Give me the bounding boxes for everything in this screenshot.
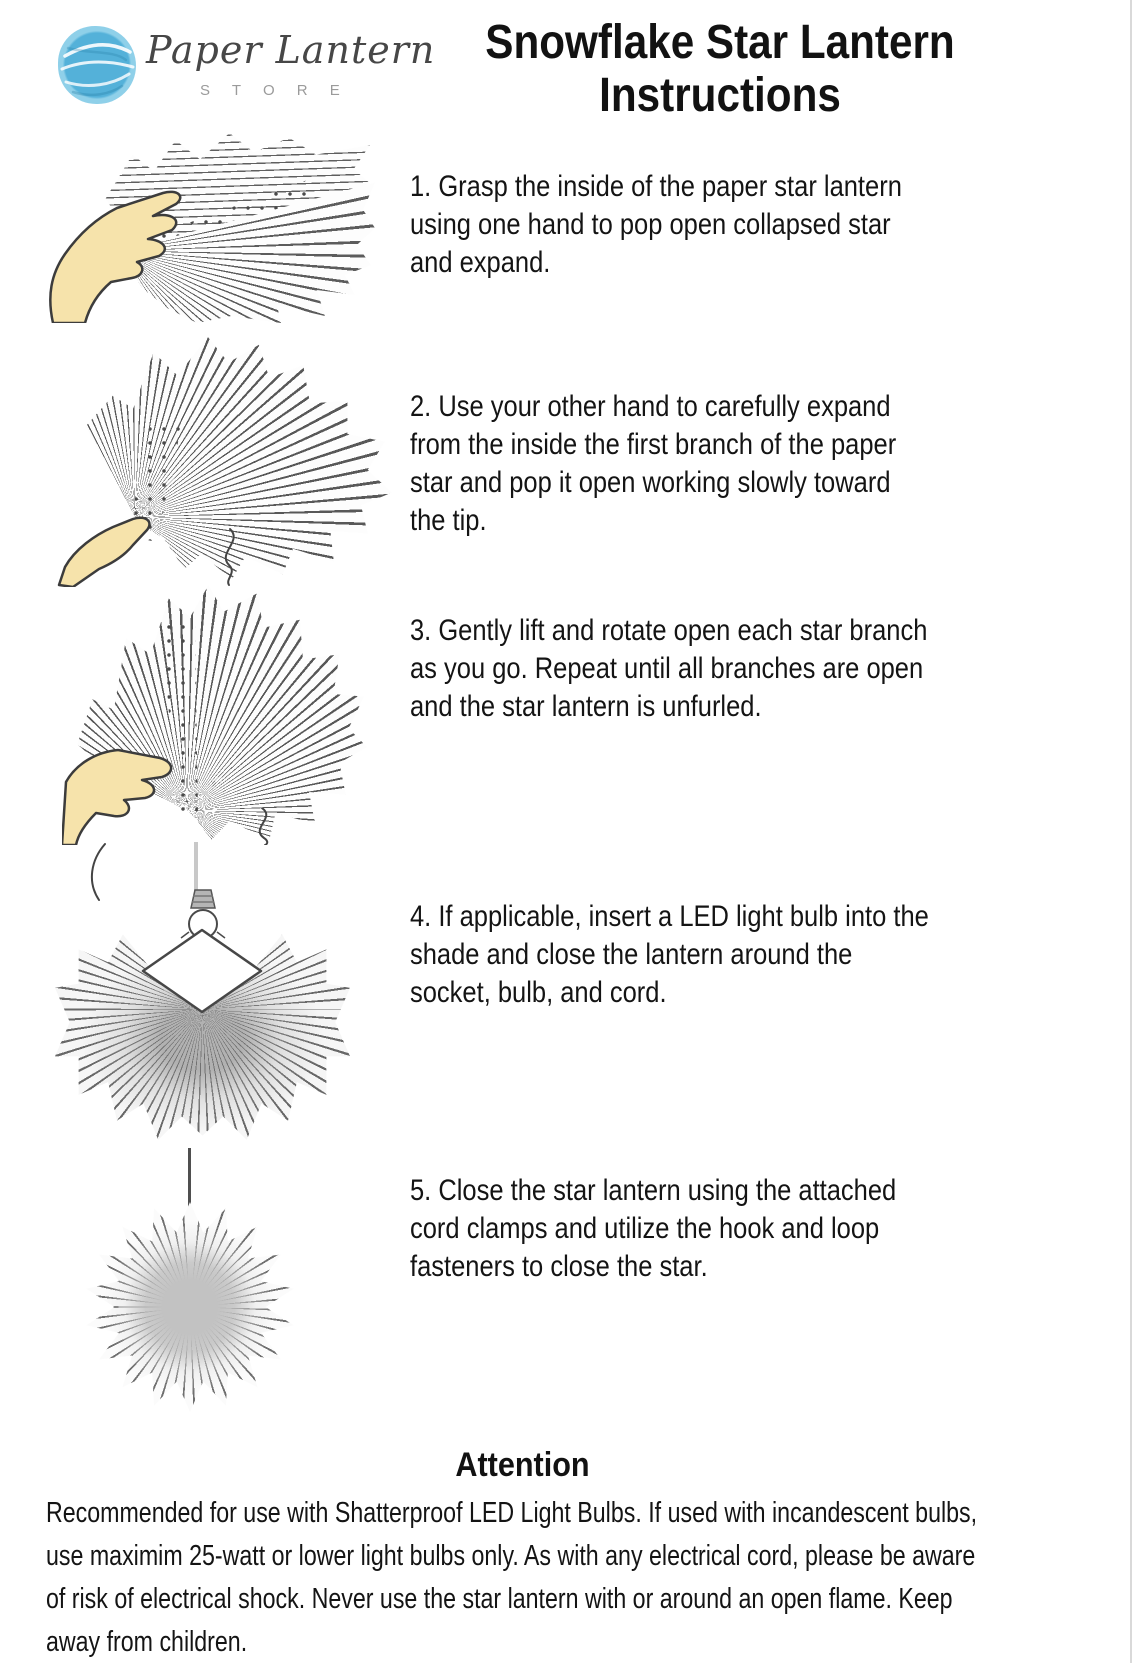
step-4-text [410,898,929,1012]
hand-icon [45,146,195,323]
page-title [438,16,1001,122]
brand-name: Paper Lantern [146,28,436,72]
step-text-line: 2. Use your other hand to carefully expand [410,390,891,423]
attention-line: of risk of electrical shock. Never use the star lantern with or around an open flame. Keep [46,1583,953,1615]
hand-icon [55,497,175,587]
illustration-step-5 [60,1104,355,1404]
step-text-line: 1. Grasp the inside of the paper star lantern [410,170,902,203]
attention-body [46,1492,977,1664]
attention-line: Recommended for use with Shatterproof LED Light Bulbs. If used with incandescent bulbs, [46,1497,978,1529]
closed-star-lantern [85,1202,295,1412]
step-text-line: 4. If applicable, insert a LED light bulb into the [410,900,929,933]
step-text-line: using one hand to pop open collapsed star [410,208,891,241]
title-line-2: Instructions [599,69,841,122]
step-1-text [410,168,902,282]
lantern-swirl-icon [58,26,136,104]
brand-subtitle: S T O R E [200,82,349,99]
illustration-step-2 [55,332,395,587]
step-text-line: 3. Gently lift and rotate open each star branch [410,614,928,647]
illustration-step-4 [55,842,350,1142]
step-text-line: the tip. [410,504,487,537]
attention-line: away from children. [46,1626,248,1658]
cord-icon [205,527,255,587]
hanging-cord [194,842,198,892]
step-text-line: and expand. [410,246,551,279]
step-3-text [410,612,927,726]
step-text-line: shade and close the lantern around the [410,938,853,971]
step-text-line: from the inside the first branch of the paper [410,428,897,461]
illustration-step-1 [45,128,375,323]
hand-icon [62,720,197,845]
diamond-opening [137,926,267,1016]
step-text-line: cord clamps and utilize the hook and loop [410,1212,880,1245]
attention-heading: Attention [455,1446,590,1484]
step-text-line: and the star lantern is unfurled. [410,690,762,723]
cord-icon [73,842,113,902]
step-text-line: 5. Close the star lantern using the attached [410,1174,897,1207]
attention-line: use maximim 25-watt or lower light bulbs only. As with any electrical cord, please be aware [46,1540,976,1572]
step-text-line: as you go. Repeat until all branches are open [410,652,924,685]
step-text-line: fasteners to close the star. [410,1250,708,1283]
brand-logo [58,22,436,112]
title-line-1: Snowflake Star Lantern [485,16,955,69]
step-5-text [410,1172,896,1286]
step-2-text [410,388,896,540]
step-text-line: star and pop it open working slowly toward [410,466,891,499]
cord-icon [232,808,292,845]
paper-lantern-logo-icon [58,26,136,104]
scan-edge-line [1130,0,1132,1663]
step-text-line: socket, bulb, and cord. [410,976,667,1009]
illustration-step-3 [62,580,367,845]
